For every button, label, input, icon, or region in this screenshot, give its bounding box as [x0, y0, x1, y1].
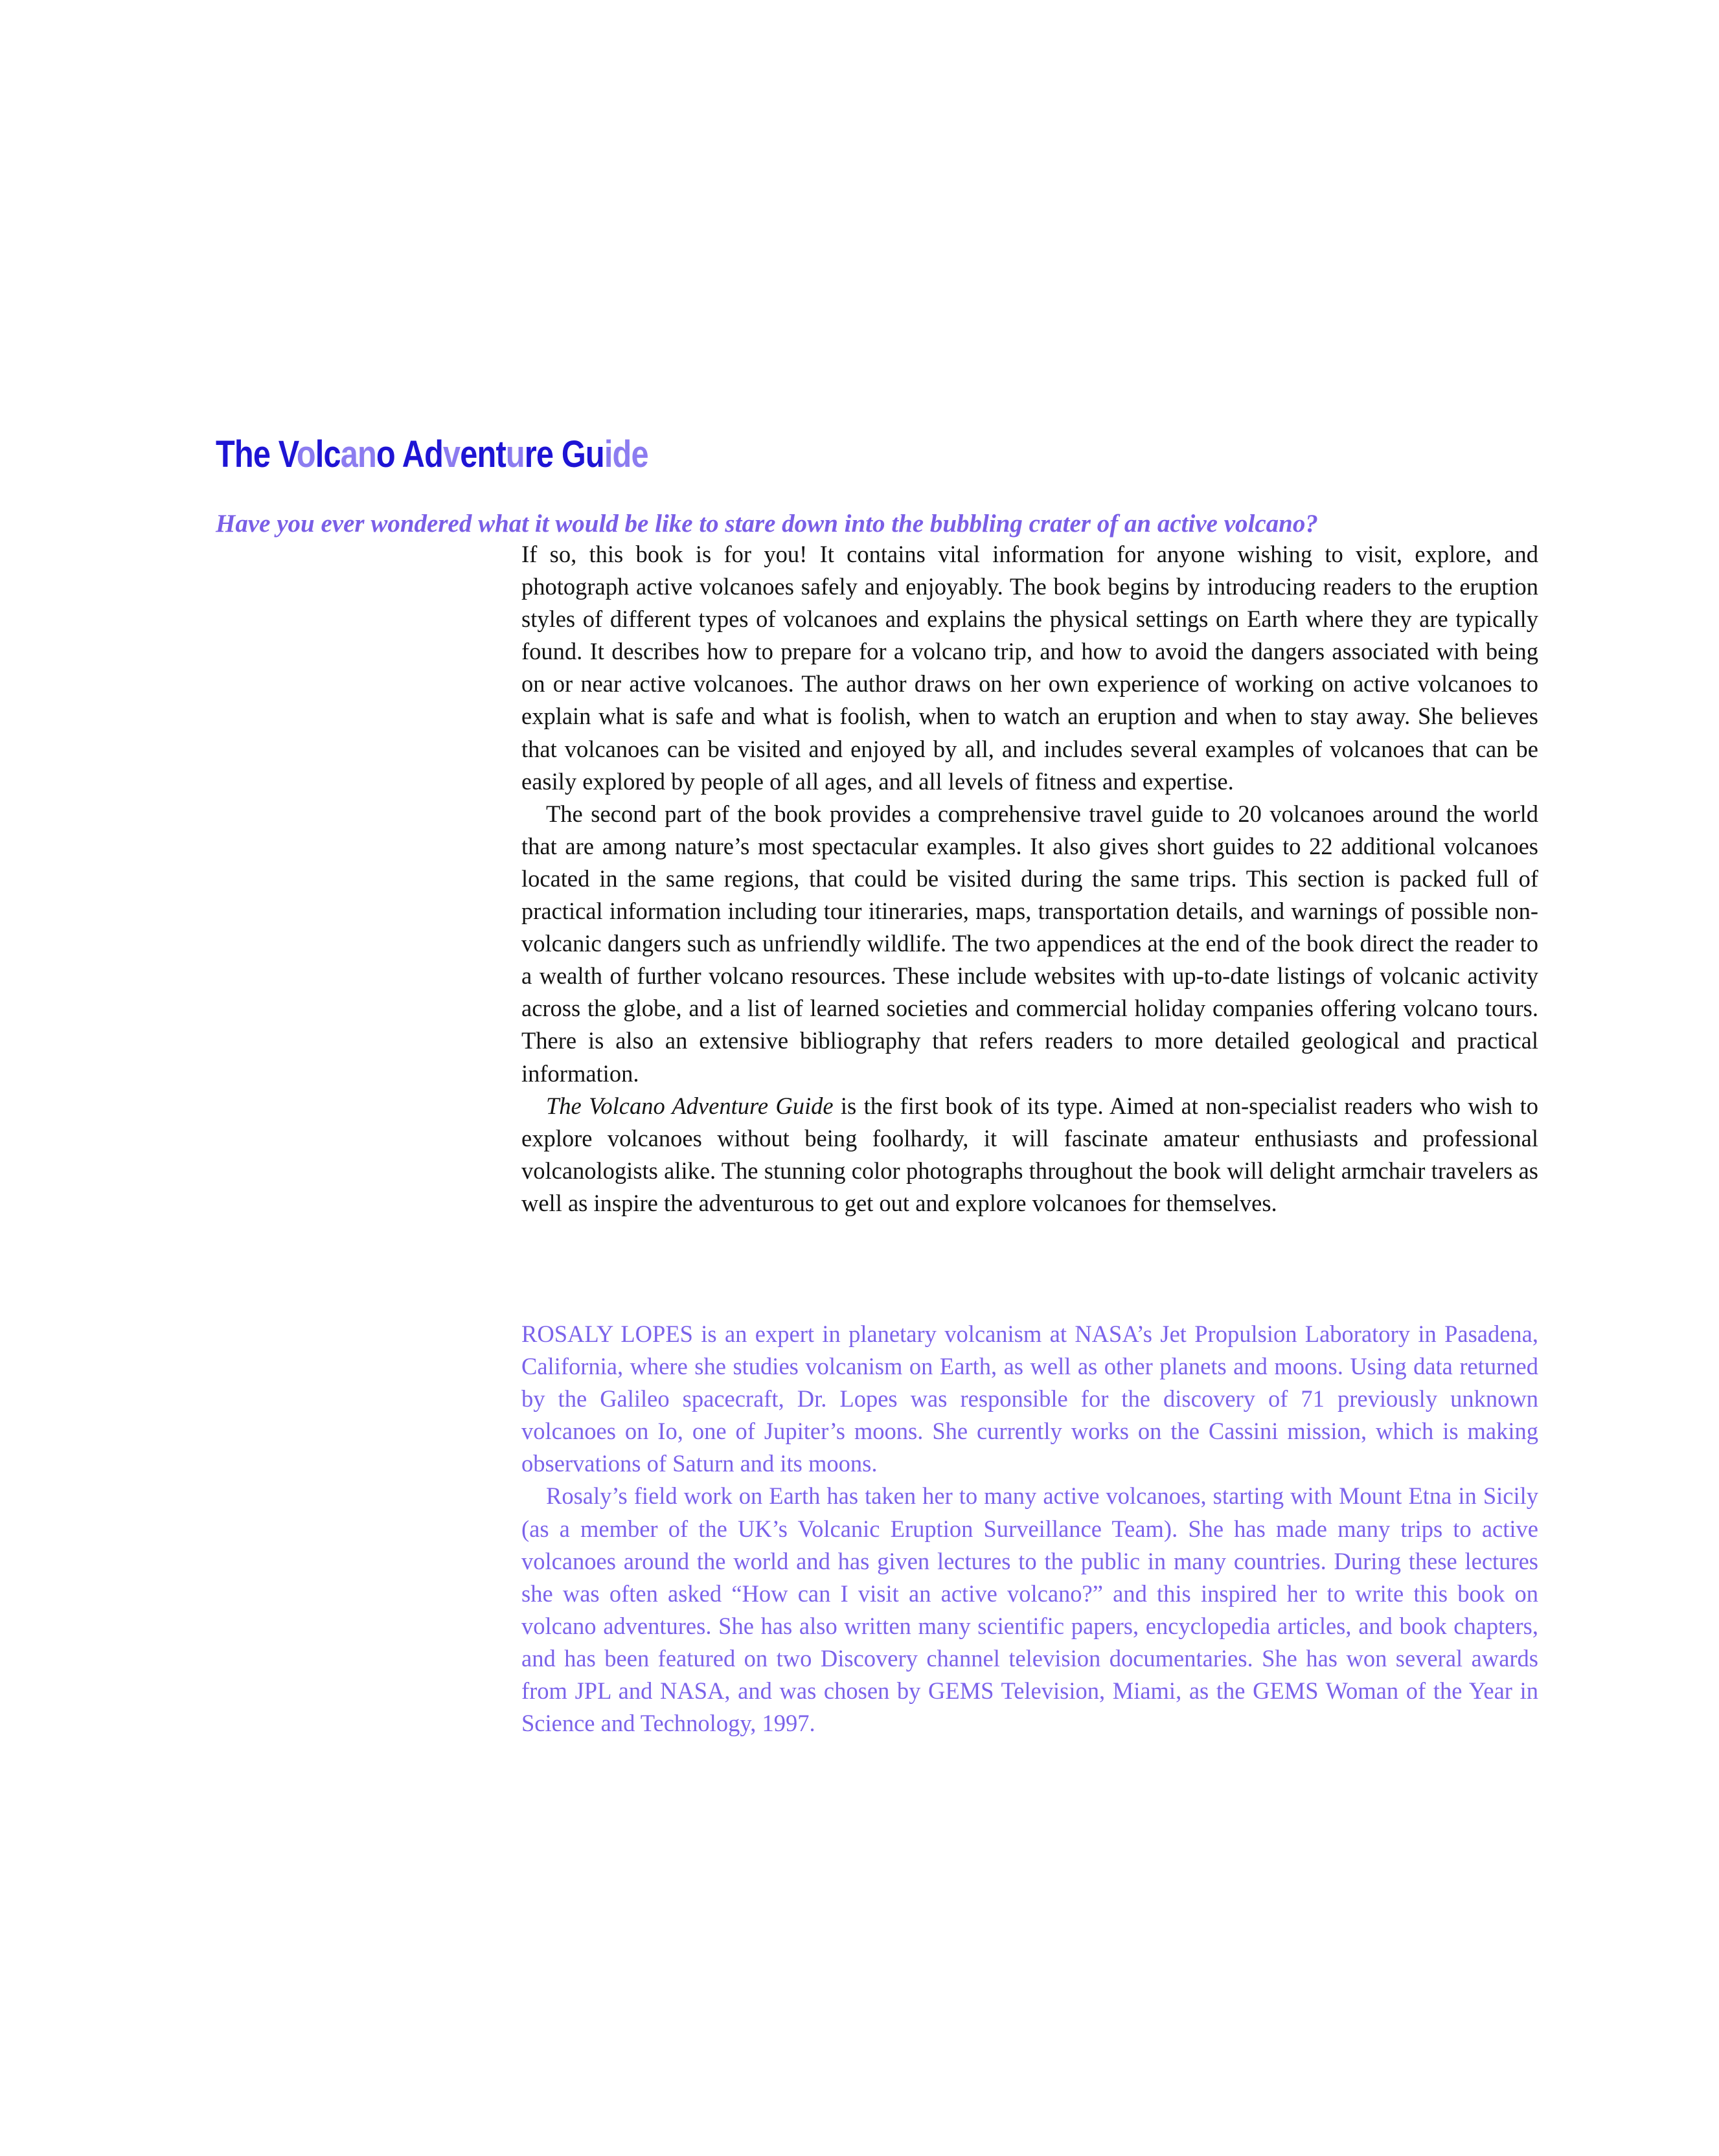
book-title-segment: The — [216, 433, 279, 475]
book-title-segment: n — [358, 433, 376, 475]
book-title-segment — [395, 433, 402, 475]
tagline: Have you ever wondered what it would be like to stare down into the bubbling crater of an active volcano? — [216, 510, 1318, 538]
book-title-segment: v — [443, 433, 461, 475]
description-paragraph-3 — [521, 1090, 1538, 1220]
author-bio-paragraph-1: ROSALY LOPES is an expert in planetary volcanism at NASA’s Jet Propulsion Laboratory in Pasadena, California, where she studies volcanism on Earth, as well as other planets and moons. Using data returned by the Galileo spacecraft, Dr. Lopes was responsible for the discovery of 71 previously unknown volcanoes on Io, one of Jupiter’s moons. She currently works on the Cassini mission, which is making observations of Saturn and its moons. — [521, 1321, 1538, 1477]
book-title-segment: ent — [460, 433, 506, 475]
description-paragraph-1: If so, this book is for you! It contains vital information for anyone wishing to visit, explore, and photograph active volcanoes safely and enjoyably. The book begins by introducing readers to the eruption styles of different types of volcanoes and explains the physical settings on Earth where they are typically found. It describes how to prepare for a volcano trip, and how to avoid the dangers associated with being on or near active volcanoes. The author draws on her own experience of working on active volcanoes to explain what is safe and what is foolish, when to watch an eruption and when to stay away. She believes that volcanoes can be visited and enjoyed by all, and includes several examples of volcanoes that can be easily explored by people of all ages, and all levels of fitness and expertise. — [521, 541, 1538, 795]
author-bio — [521, 1318, 1538, 1740]
book-title-segment: o — [376, 433, 395, 475]
book-title-segment: u — [585, 433, 604, 475]
description-paragraph-2: The second part of the book provides a comprehensive travel guide to 20 volcanoes around the world that are among nature’s most spectacular examples. It also gives short guides to 22 additional volcanoes located in the same regions, that could be visited during the same trips. This section is packed full of practical information including tour itineraries, maps, transportation details, and warnings of possible non-volcanic dangers such as unfriendly wildlife. The two appendices at the end of the book direct the reader to a wealth of further volcano resources. These include websites with up-to-date listings of volcanic activity across the globe, and a list of learned societies and commercial holiday companies offering volcano tours. There is also an extensive bibliography that refers readers to more detailed geological and practical information. — [521, 800, 1538, 1087]
book-title — [216, 429, 648, 481]
book-title-segment: l — [315, 433, 324, 475]
author-bio-paragraph-2: Rosaly’s field work on Earth has taken her to many active volcanoes, starting with Mount Etna in Sicily (as a member of the UK’s Volcanic Eruption Surveillance Team). She has made many trips to active volcanoes around the world and has given lectures to the public in many countries. During these lectures she was often asked “How can I visit an active volcano?” and this inspired her to write this book on volcano adventures. She has also written many scientific papers, encyclopedia articles, and book chapters, and has been featured on two Discovery channel television documentaries. She has won several awards from JPL and NASA, and was chosen by GEMS Television, Miami, as the GEMS Woman of the Year in Science and Technology, 1997. — [521, 1482, 1538, 1737]
book-title-segment: V — [278, 433, 297, 475]
book-title-segment: a — [340, 433, 358, 475]
book-description — [521, 538, 1538, 1220]
book-title-segment: u — [505, 433, 525, 475]
book-title-segment: c — [323, 433, 341, 475]
book-title-segment: G — [561, 433, 586, 475]
book-title-reference: The Volcano Adventure Guide — [546, 1092, 834, 1119]
book-title-segment: Ad — [402, 433, 444, 475]
book-title-segment: o — [296, 433, 315, 475]
description-paragraph-3-text: is the first book of its type. Aimed at non-specialist readers who wish to explore volcanoes without being foolhardy, it will fascinate amateur enthusiasts and professional volcanologists alike. The stunning color photographs throughout the book will delight armchair travelers as well as inspire the adventurous to get out and explore volcanoes for themselves. — [521, 1092, 1538, 1216]
book-title-segment: de — [612, 433, 648, 475]
book-title-segment: re — [524, 433, 562, 475]
book-title-segment: i — [604, 433, 613, 475]
